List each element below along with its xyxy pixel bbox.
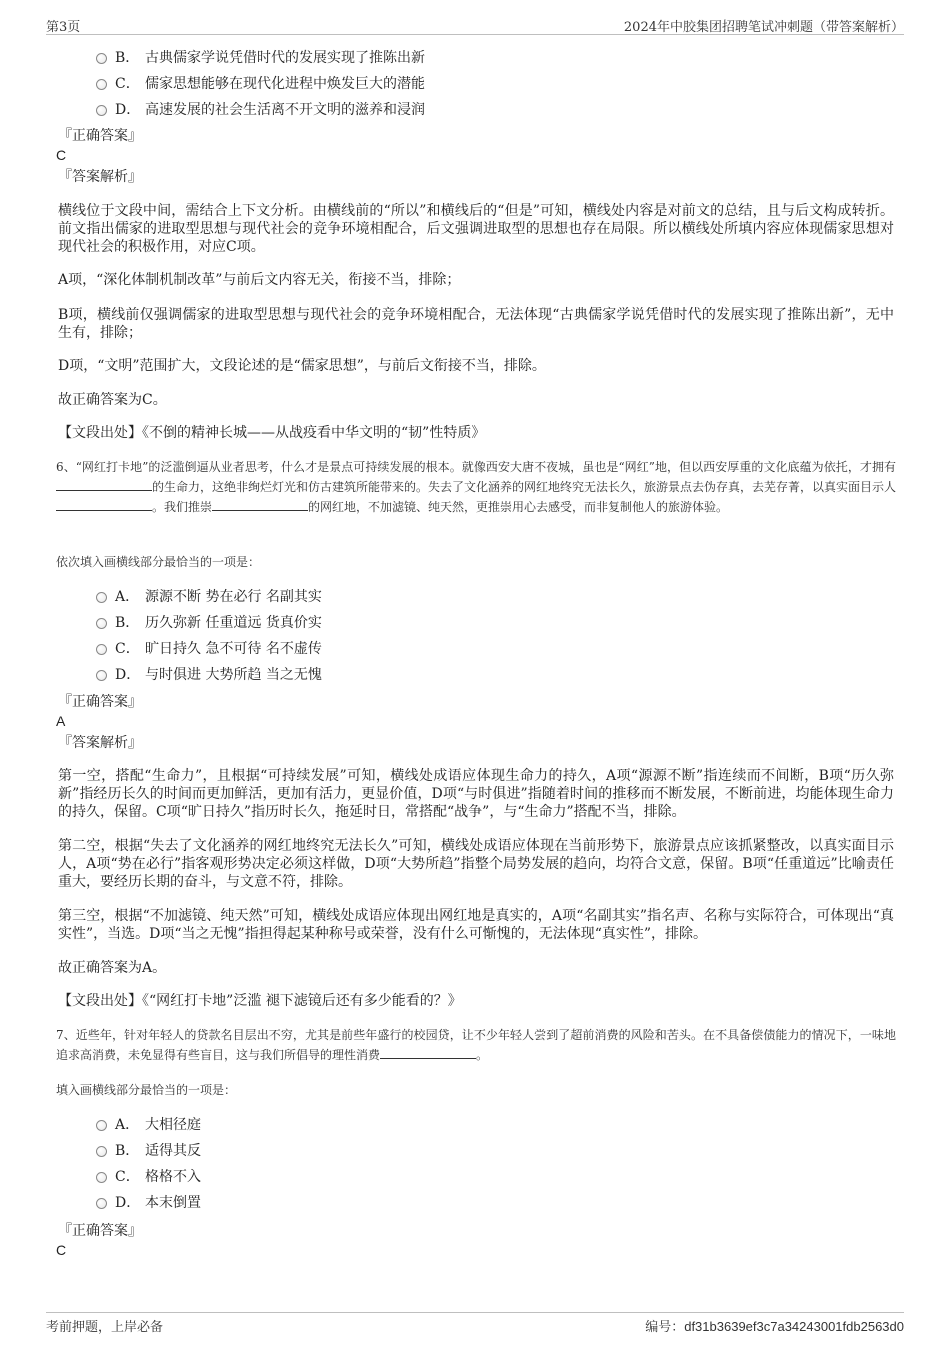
radio-icon[interactable]	[96, 79, 107, 90]
answer-blank	[56, 478, 152, 491]
q6-prompt: 依次填入画横线部分最恰当的一项是：	[56, 555, 261, 569]
q7-options	[96, 1112, 201, 1216]
q5-answer-label: 『正确答案』	[58, 128, 142, 144]
q6-analysis-label: 『答案解析』	[58, 735, 142, 751]
q5-option-b[interactable]: B． 古典儒家学说凭借时代的发展实现了推陈出新	[96, 45, 425, 71]
q5-option-d[interactable]: D． 高速发展的社会生活离不开文明的滋养和浸润	[96, 97, 425, 123]
q7-option-b[interactable]: B． 适得其反	[96, 1138, 201, 1164]
q5-source: 【文段出处】《不倒的精神长城——从战疫看中华文明的“韧”性特质》	[58, 425, 486, 441]
radio-icon[interactable]	[96, 618, 107, 629]
page-header	[46, 14, 904, 35]
q6-options	[96, 584, 322, 688]
q5-analysis-para: A项，“深化体制机制改革”与前后文内容无关，衔接不当，排除；	[58, 272, 461, 288]
q5-answer: C	[56, 147, 67, 163]
q6-option-c[interactable]: C． 旷日持久 急不可待 名不虚传	[96, 636, 322, 662]
radio-icon[interactable]	[96, 1172, 107, 1183]
q7-answer-label: 『正确答案』	[58, 1223, 142, 1239]
q5-analysis-para: D项，“文明”范围扩大，文段论述的是“儒家思想”，与前后文衔接不当，排除。	[58, 358, 546, 374]
q6-source: 【文段出处】《“网红打卡地”泛滥 褪下滤镜后还有多少能看的？》	[58, 993, 462, 1009]
footer-slogan: 考前押题，上岸必备	[46, 1320, 164, 1335]
radio-icon[interactable]	[96, 53, 107, 64]
q7-prompt: 填入画横线部分最恰当的一项是：	[56, 1083, 237, 1097]
q6-answer: A	[56, 713, 66, 729]
q6-option-a[interactable]: A． 源源不断 势在必行 名副其实	[96, 584, 322, 610]
radio-icon[interactable]	[96, 592, 107, 603]
q6-answer-label: 『正确答案』	[58, 694, 142, 710]
page-footer	[46, 1312, 904, 1337]
q7-option-a[interactable]: A． 大相径庭	[96, 1112, 201, 1138]
radio-icon[interactable]	[96, 1146, 107, 1157]
q5-conclusion: 故正确答案为C。	[58, 392, 167, 408]
q6-analysis-para: 第一空，搭配“生命力”，且根据“可持续发展”可知，横线处成语应体现生命力的持久，A项“源源不断”指连续而不间断，B项“历久弥新”指经历长久的时间而更加鲜活，更加有活力，更显价值，D项“与时俱进”指随着时间的推移而不断发展，不断前进，均能体现生命力的持久，保留。C项“旷日持久”指历时长久，拖延时日，常搭配“战争”，与“生命力”搭配不当，排除。	[58, 768, 894, 820]
radio-icon[interactable]	[96, 644, 107, 655]
radio-icon[interactable]	[96, 105, 107, 116]
q6-option-b[interactable]: B． 历久弥新 任重道远 货真价实	[96, 610, 322, 636]
answer-blank	[380, 1046, 476, 1059]
q5-analysis-label: 『答案解析』	[58, 169, 142, 185]
radio-icon[interactable]	[96, 1198, 107, 1209]
q7-answer: C	[56, 1242, 67, 1258]
q6-analysis-para: 第二空，根据“失去了文化涵养的网红地终究无法长久”可知，横线处成语应体现在当前形势下，旅游景点应该抓紧整改，以真实面目示人，A项“势在必行”指客观形势决定必须这样做，D项“大势所趋”指整个局势发展的趋向，均符合文意，保留。B项“任重道远”比喻责任重大，要经历长期的奋斗，与文意不符，排除。	[58, 838, 894, 890]
q6-analysis-para: 第三空，根据“不加滤镜、纯天然”可知，横线处成语应体现出网红地是真实的，A项“名副其实”指名声、名称与实际符合，可体现出“真实性”，当选。D项“当之无愧”指担得起某种称号或荣誉，没有什么可惭愧的，无法体现“真实性”，排除。	[58, 908, 894, 942]
q5-analysis-para: B项，横线前仅强调儒家的进取型思想与现代社会的竞争环境相配合，无法体现“古典儒家学说凭借时代的发展实现了推陈出新”，无中生有，排除；	[58, 307, 894, 341]
page-number: 第3页	[46, 20, 81, 35]
q6-option-d[interactable]: D． 与时俱进 大势所趋 当之无愧	[96, 662, 322, 688]
radio-icon[interactable]	[96, 1120, 107, 1131]
q6-conclusion: 故正确答案为A。	[58, 960, 167, 976]
q6-question-text: 6、“网红打卡地”的泛滥倒逼从业者思考，什么才是景点可持续发展的根本。就像西安大唐不夜城，虽也是“网红”地，但以西安厚重的文化底蕴为依托，才拥有的生命力，这绝非绚烂灯光和仿古建筑所能带来的。失去了文化涵养的网红地终究无法长久，旅游景点去伪存真，去芜存菁，以真实面目示人。我们推崇 的网红地，不加滤镜、纯天然，更推崇用心去感受，而非复制他人的旅游体验。	[56, 460, 897, 514]
q7-option-c[interactable]: C． 格格不入	[96, 1164, 201, 1190]
answer-blank	[212, 498, 308, 511]
answer-blank	[56, 498, 152, 511]
q7-question-text: 7、近些年，针对年轻人的贷款名目层出不穷，尤其是前些年盛行的校园贷，让不少年轻人尝到了超前消费的风险和苦头。在不具备偿债能力的情况下，一味地追求高消费，未免显得有些盲目，这与我们所倡导的理性消费 。	[56, 1028, 896, 1062]
radio-icon[interactable]	[96, 670, 107, 681]
q5-analysis-para: 横线位于文段中间，需结合上下文分析。由横线前的“所以”和横线后的“但是”可知，横线处内容是对前文的总结，且与后文构成转折。前文指出儒家的进取型思想与现代社会的竞争环境相配合，后文强调进取型的思想也存在局限。所以横线处所填内容应体现儒家思想对现代社会的积极作用，对应C项。	[58, 203, 894, 255]
document-title: 2024年中胶集团招聘笔试冲刺题（带答案解析）	[623, 20, 904, 35]
q5-option-c[interactable]: C． 儒家思想能够在现代化进程中焕发巨大的潜能	[96, 71, 425, 97]
q7-option-d[interactable]: D． 本末倒置	[96, 1190, 201, 1216]
q5-options	[96, 45, 425, 123]
document-code: 编号：df31b3639ef3c7a34243001fdb2563d0	[645, 1319, 904, 1335]
